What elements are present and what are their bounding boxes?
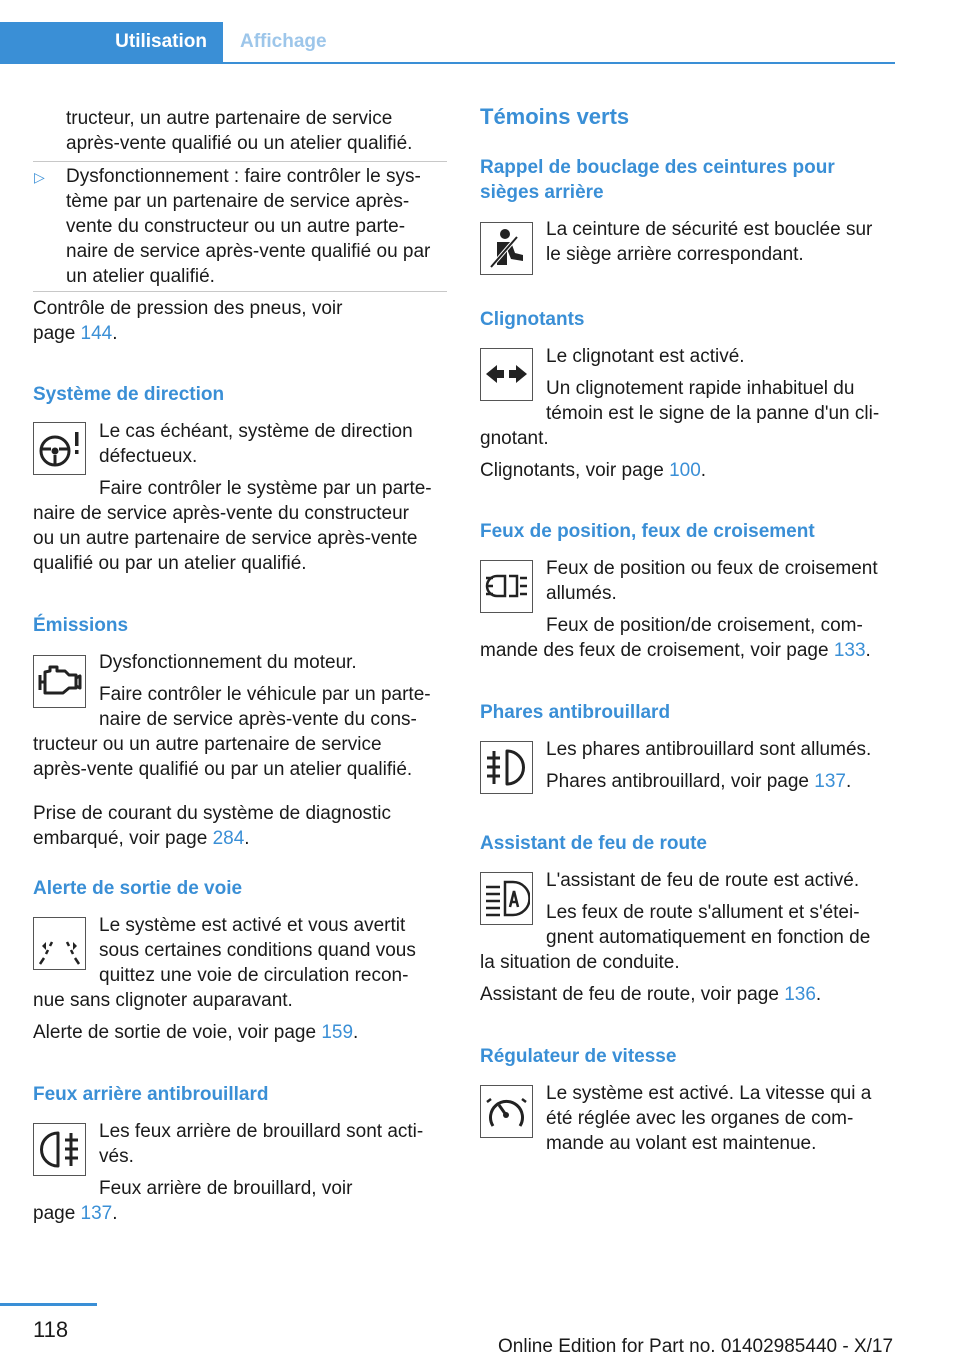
ref-prefix: page bbox=[33, 323, 81, 344]
page-link-137[interactable]: 137 bbox=[80, 1203, 113, 1224]
tab-utilisation-label: Utilisation bbox=[115, 31, 207, 52]
steering-text: naire de service après-vente du constructeur bbox=[33, 503, 409, 524]
lane-text: sous certaines conditions quand vous bbox=[99, 940, 416, 961]
emissions-text: Faire contrôler le véhicule par un parte- bbox=[99, 684, 431, 705]
tab-utilisation[interactable] bbox=[0, 22, 223, 62]
turn-text: Un clignotement rapide inhabituel du bbox=[546, 378, 855, 399]
rear-fog-ref: page 137. bbox=[33, 1203, 118, 1224]
engine-icon bbox=[33, 655, 86, 708]
high-beam-ref: Assistant de feu de route, voir page 136. bbox=[480, 984, 822, 1005]
header-tab-bar bbox=[0, 22, 895, 64]
bullet-text-line: vente du constructeur ou un autre parte- bbox=[66, 216, 406, 237]
bullet-triangle-icon: ▷ bbox=[34, 169, 45, 185]
high-beam-text: Les feux de route s'allument et s'étei- bbox=[546, 902, 860, 923]
heading-high-beam-assist: Assistant de feu de route bbox=[480, 833, 707, 854]
steering-text: Le cas échéant, système de direction bbox=[99, 421, 413, 442]
emissions-text: Dysfonctionnement du moteur. bbox=[99, 652, 357, 673]
divider bbox=[33, 291, 447, 292]
rear-fog-text: vés. bbox=[99, 1146, 134, 1167]
section-title-green-indicators: Témoins verts bbox=[480, 104, 630, 129]
emissions-text: tructeur ou un autre partenaire de service bbox=[33, 734, 382, 755]
tire-pressure-ref: page 144. bbox=[33, 323, 118, 344]
heading-low-beam: Feux de position, feux de croisement bbox=[480, 521, 815, 542]
turn-text: gnotant. bbox=[480, 428, 549, 449]
cruise-text: été réglée avec les organes de com- bbox=[546, 1108, 854, 1129]
emissions-text: après-vente qualifié ou par un atelier qualifié. bbox=[33, 759, 413, 780]
seatbelt-text: La ceinture de sécurité est bouclée sur bbox=[546, 219, 873, 240]
page-link-137[interactable]: 137 bbox=[814, 771, 846, 792]
cruise-control-icon bbox=[480, 1085, 533, 1138]
diagnostic-ref: embarqué, voir page 284. bbox=[33, 828, 250, 849]
steering-text: qualifié ou par un atelier qualifié. bbox=[33, 553, 307, 574]
page-link-284[interactable]: 284 bbox=[212, 828, 245, 849]
seatbelt-text: le siège arrière correspondant. bbox=[546, 244, 804, 265]
high-beam-text: la situation de conduite. bbox=[480, 952, 680, 973]
turn-ref: Clignotants, voir page 100. bbox=[480, 460, 707, 481]
ref-prefix: Phares antibrouillard, voir page bbox=[546, 771, 815, 792]
divider bbox=[33, 161, 447, 162]
heading-rear-fog: Feux arrière antibrouillard bbox=[33, 1084, 269, 1105]
page-number: 118 bbox=[33, 1317, 69, 1342]
edition-note: Online Edition for Part no. 01402985440 - X/17 bbox=[498, 1336, 894, 1357]
steering-warning-icon bbox=[33, 422, 86, 475]
bullet-text-line: naire de service après-vente qualifié ou par bbox=[66, 241, 431, 262]
lane-departure-icon bbox=[33, 917, 86, 970]
cruise-text: mande au volant est maintenue. bbox=[546, 1133, 817, 1154]
cruise-text: Le système est activé. La vitesse qui a bbox=[546, 1083, 872, 1104]
bullet-text-line: Dysfonctionnement : faire contrôler le sys- bbox=[66, 166, 421, 187]
heading-turn-signals: Clignotants bbox=[480, 309, 585, 330]
seatbelt-icon bbox=[480, 222, 533, 275]
page-link-133[interactable]: 133 bbox=[833, 640, 866, 661]
diagnostic-text: Prise de courant du système de diagnostic bbox=[33, 803, 392, 824]
front-fog-ref: Phares antibrouillard, voir page 137. bbox=[546, 771, 852, 792]
ref-prefix: Alerte de sortie de voie, voir page bbox=[33, 1022, 322, 1043]
lane-text: nue sans clignoter auparavant. bbox=[33, 990, 293, 1011]
steering-text: Faire contrôler le système par un parte- bbox=[99, 478, 432, 499]
page-link-136[interactable]: 136 bbox=[784, 984, 816, 1005]
low-beam-icon bbox=[480, 560, 533, 613]
heading-steering: Système de direction bbox=[33, 384, 225, 405]
bullet-text-line: tème par un partenaire de service après- bbox=[66, 191, 410, 212]
rear-fog-text: Les feux arrière de brouillard sont acti- bbox=[99, 1121, 424, 1142]
footer-accent-line bbox=[0, 1303, 97, 1306]
front-fog-text: Les phares antibrouillard sont allumés. bbox=[546, 739, 872, 760]
low-beam-text: Feux de position ou feux de croisement bbox=[546, 558, 878, 579]
turn-text: témoin est le signe de la panne d'un cli- bbox=[546, 403, 880, 424]
front-fog-icon bbox=[480, 741, 533, 794]
low-beam-ref: mande des feux de croisement, voir page 133. bbox=[480, 640, 871, 661]
high-beam-text: gnent automatiquement en fonction de bbox=[546, 927, 871, 948]
steering-text: défectueux. bbox=[99, 446, 198, 467]
ref-prefix: Clignotants, voir page bbox=[480, 460, 670, 481]
page-link-100[interactable]: 100 bbox=[669, 460, 701, 481]
lane-text: Le système est activé et vous avertit bbox=[99, 915, 406, 936]
continued-text-line: après-vente qualifié ou un atelier qualifié. bbox=[66, 133, 413, 154]
page-link-144[interactable]: 144 bbox=[80, 323, 113, 344]
heading-cruise-control: Régulateur de vitesse bbox=[480, 1046, 677, 1067]
heading-seatbelt: sièges arrière bbox=[480, 182, 604, 203]
emissions-text: naire de service après-vente du cons- bbox=[99, 709, 417, 730]
low-beam-text: allumés. bbox=[546, 583, 617, 604]
page-link-159[interactable]: 159 bbox=[321, 1022, 354, 1043]
ref-prefix: Assistant de feu de route, voir page bbox=[480, 984, 785, 1005]
ref-prefix: mande des feux de croisement, voir page bbox=[480, 640, 834, 661]
lane-ref: Alerte de sortie de voie, voir page 159. bbox=[33, 1022, 359, 1043]
heading-emissions: Émissions bbox=[33, 615, 129, 636]
high-beam-text: L'assistant de feu de route est activé. bbox=[546, 870, 860, 891]
high-beam-assist-icon bbox=[480, 872, 533, 925]
rear-fog-text: Feux arrière de brouillard, voir bbox=[99, 1178, 353, 1199]
turn-signal-icon bbox=[480, 348, 533, 401]
heading-seatbelt: Rappel de bouclage des ceintures pour bbox=[480, 157, 835, 178]
continued-text-line: tructeur, un autre partenaire de service bbox=[66, 108, 393, 129]
lane-text: quittez une voie de circulation recon- bbox=[99, 965, 409, 986]
tire-pressure-text: Contrôle de pression des pneus, voir bbox=[33, 298, 343, 319]
tab-affichage[interactable]: Affichage bbox=[240, 31, 327, 52]
heading-lane-departure: Alerte de sortie de voie bbox=[33, 878, 243, 899]
bullet-text-line: un atelier qualifié. bbox=[66, 266, 215, 287]
ref-prefix: page bbox=[33, 1203, 81, 1224]
steering-text: ou un autre partenaire de service après-vente bbox=[33, 528, 418, 549]
ref-prefix: embarqué, voir page bbox=[33, 828, 213, 849]
heading-front-fog: Phares antibrouillard bbox=[480, 702, 671, 723]
rear-fog-icon bbox=[33, 1123, 86, 1176]
turn-text: Le clignotant est activé. bbox=[546, 346, 745, 367]
low-beam-text: Feux de position/de croisement, com- bbox=[546, 615, 863, 636]
